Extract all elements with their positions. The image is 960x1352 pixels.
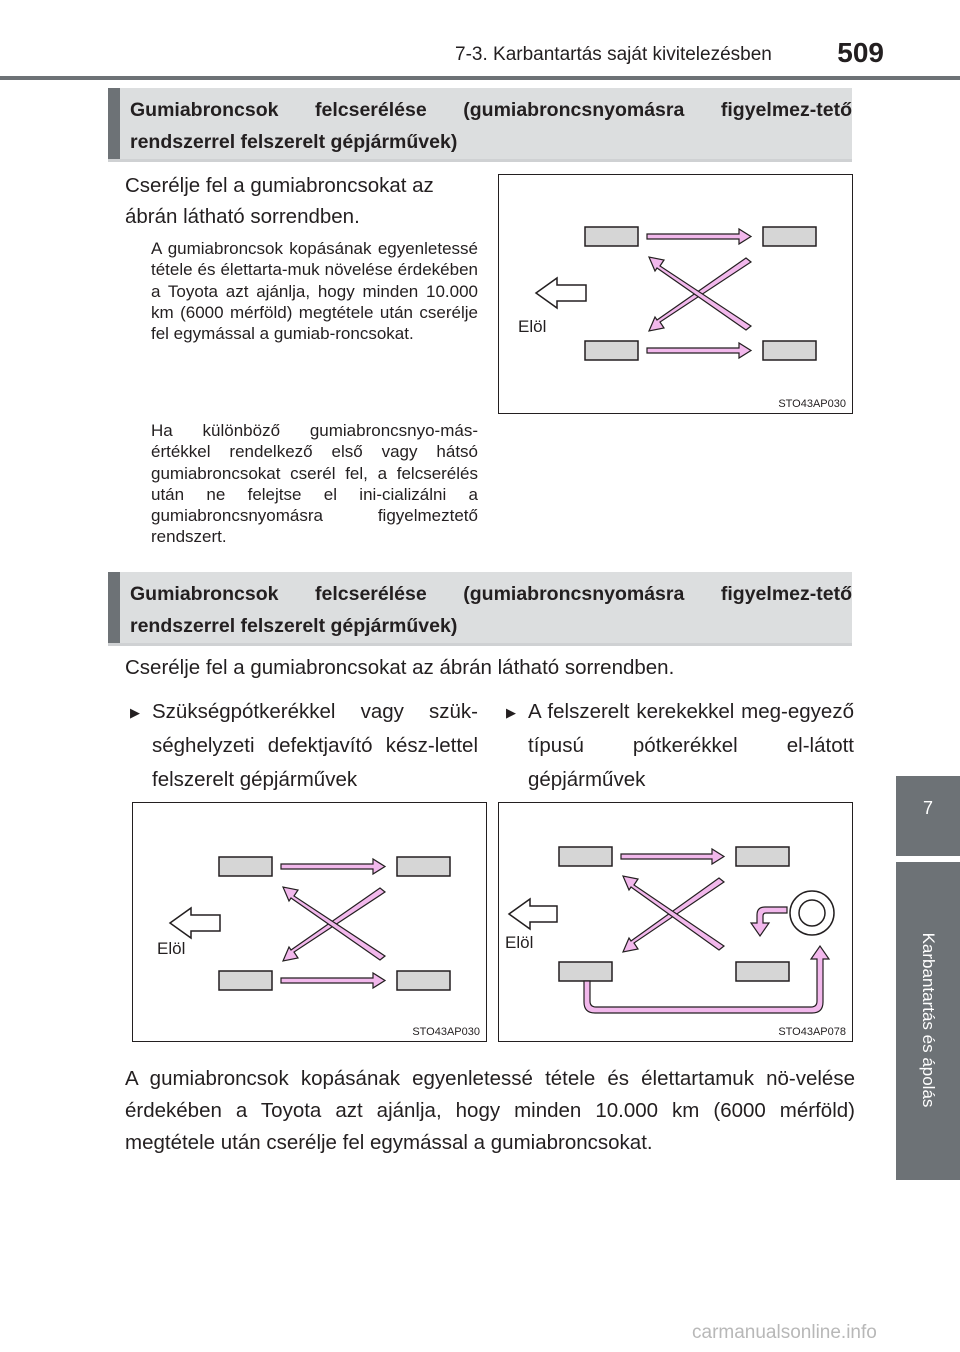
chapter-title: Karbantartás és ápolás (919, 932, 938, 1108)
tire-rear-right (736, 962, 789, 981)
front-label: Elöl (505, 933, 534, 952)
tire-front-left (219, 857, 272, 876)
figure-code: STO43AP078 (778, 1026, 846, 1038)
bullet-full-size-spare: A felszerelt kerekekkel meg-egyező típusú pótkerékkel el-látott gépjárművek (528, 700, 854, 791)
section1-note-2: Ha különböző gumiabroncsnyo-más-értékkel rendelkező első vagy hátsó gumiabroncsokat cserél fel, a felcserélés után ne felejtse el ini-cializálni a gumiabroncsnyomásra figyelmeztető rendszert. (151, 421, 478, 547)
tire-rear-left (736, 847, 789, 866)
arrow-right-icon (621, 849, 724, 864)
figure-code: STO43AP030 (412, 1026, 480, 1038)
chapter-number: 7 (922, 798, 933, 818)
tire-rotation-figure-1 (498, 174, 853, 414)
arrow-left-icon (536, 278, 586, 308)
tire-front-left (559, 847, 612, 866)
tire-rear-right (397, 971, 450, 990)
arrow-right-icon (281, 859, 385, 874)
arrow-loop-icon (584, 946, 829, 1013)
tire-rear-left (397, 857, 450, 876)
header-rule (0, 76, 960, 80)
tire-rear-left (763, 227, 816, 246)
arrow-left-icon (170, 908, 220, 938)
section2-intro: Cserélje fel a gumiabroncsokat az ábrán látható sorrendben. (125, 656, 675, 679)
spare-tire-hub (799, 900, 825, 926)
section2-footer: A gumiabroncsok kopásának egyenletessé tétele és élettartamuk nö-velése érdekében a Toyota azt ajánlja, hogy minden 10.000 km (6000 mérföld) megtétele után cserélje fel egymással a gumiabroncsokat. (125, 1067, 855, 1154)
section1-intro: Cserélje fel a gumiabroncsokat az ábrán látható sorrendben. (125, 174, 434, 228)
tire-rear-right (763, 341, 816, 360)
section1-heading: Gumiabroncsok felcserélése (gumiabroncsnyomásra figyelmez-tető rendszerrel felszerelt gépjárművek) (108, 88, 852, 162)
section1-note-1: A gumiabroncsok kopásának egyenletessé tétele és élettarta-muk növelése érdekében a Toyota azt ajánlja, hogy minden 10.000 km (6000 mérföld) megtétele után cserélje fel egymással a gumiab-roncsokat. (151, 239, 478, 344)
watermark: carmanualsonline.info (692, 1322, 877, 1343)
tire-rotation-figure-2 (132, 802, 487, 1042)
section-title: 7-3. Karbantartás saját kivitelezésben (455, 44, 772, 65)
tire-front-left (585, 227, 638, 246)
front-label: Elöl (518, 317, 547, 336)
tire-rotation-figure-3 (498, 802, 853, 1042)
tire-rotation-diagram (499, 175, 854, 415)
front-label: Elöl (157, 939, 186, 958)
section2-heading: Gumiabroncsok felcserélése (gumiabroncsnyomásra figyelmez-tető rendszerrel felszerelt gépjárművek) (108, 572, 852, 646)
triangle-right-icon: ▶ (506, 705, 516, 720)
triangle-right-icon: ▶ (130, 705, 140, 720)
tire-front-right (559, 962, 612, 981)
arrow-curved-icon (751, 907, 787, 936)
figure-code: STO43AP030 (778, 398, 846, 410)
arrow-right-icon (647, 229, 751, 244)
tire-rotation-diagram (133, 803, 488, 1043)
tire-front-right (219, 971, 272, 990)
arrow-right-icon (281, 973, 385, 988)
arrow-right-icon (647, 343, 751, 358)
bullet-spare-tire: Szükségpótkerékkel vagy szük-séghelyzeti defektjavító kész-lettel felszerelt gépjárművek (152, 700, 478, 791)
tire-rotation-diagram (499, 803, 854, 1043)
tire-front-right (585, 341, 638, 360)
page-number: 509 (837, 37, 884, 68)
arrow-left-icon (509, 899, 557, 929)
